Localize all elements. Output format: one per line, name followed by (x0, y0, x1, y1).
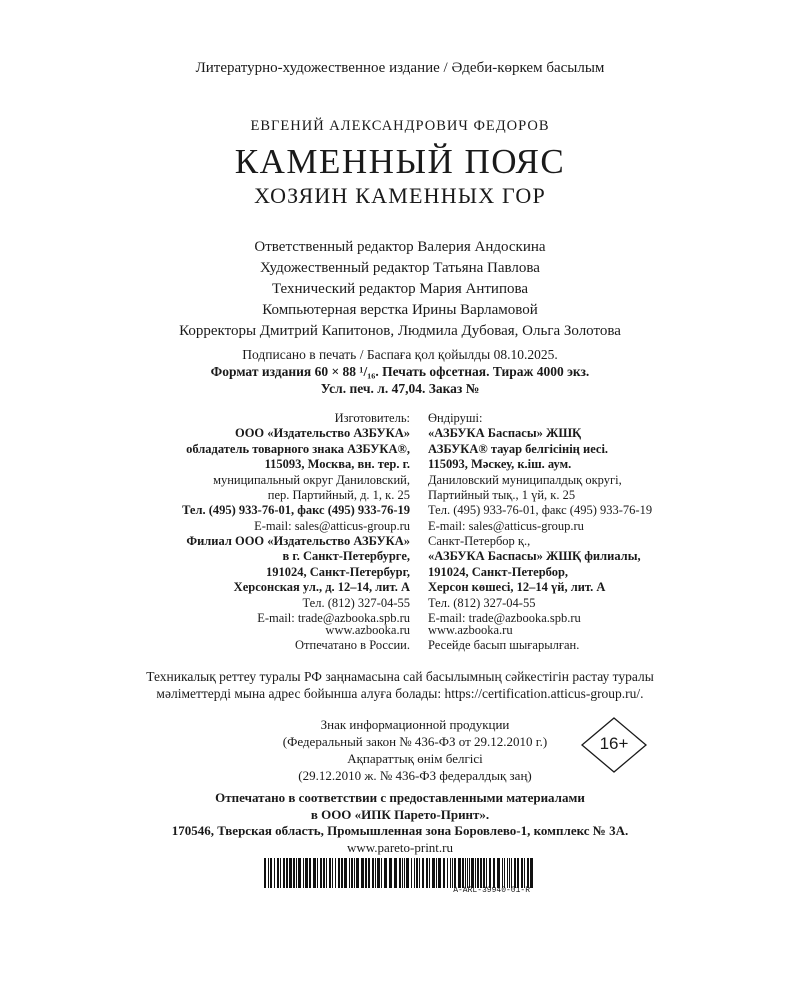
addr-line: Филиал ООО «Издательство АЗБУКА» (186, 534, 410, 548)
format-line: Формат издания 60 × 88 ¹/₁₆. Печать офсетная. Тираж 4000 экз. (210, 364, 590, 379)
manufacturer-kz (428, 411, 652, 534)
credit-line: Ответственный редактор Валерия Андоскина (254, 239, 546, 255)
branch-kz (428, 534, 641, 626)
credit-line: Художественный редактор Татьяна Павлова (260, 260, 540, 276)
signed-date: Подписано в печать / Баспаға қол қойылды 08.10.2025. (242, 347, 558, 362)
printer-info (0, 790, 800, 856)
addr-line: 191024, Санкт-Петербор, (428, 564, 569, 579)
printer-line: www.pareto-print.ru (346, 839, 453, 855)
addr-line: пер. Партийный, д. 1, к. 25 (267, 488, 410, 503)
addr-line: Санкт-Петербор қ., (428, 534, 531, 548)
addr-line: муниципальный округ Даниловский, (213, 472, 410, 487)
sign-line: Ақпараттық өнім белгісі (347, 751, 483, 766)
book-title: КАМЕННЫЙ ПОЯС (234, 142, 566, 181)
addr-line: 191024, Санкт-Петербург, (265, 564, 410, 579)
printer-line: 170546, Тверская область, Промышленная зона Боровлево-1, комплекс № 3А. (171, 823, 629, 838)
addr-line: 115093, Москва, вн. тер. г. (264, 457, 410, 472)
addr-line: Партийный тық., 1 үй, к. 25 (428, 488, 576, 503)
legal-line: Техникалық реттеу туралы РФ заңнамасына сай басылымның сәйкестігін растау туралы (146, 669, 654, 684)
addr-line: E-mail: sales@atticus-group.ru (254, 518, 410, 533)
edition-type: Литературно-художественное издание / Әдеби-көркем басылым (195, 60, 605, 76)
addr-line: «АЗБУКА Баспасы» ЖШҚ (428, 426, 582, 441)
info-product-sign (250, 716, 580, 784)
sign-line: (29.12.2010 ж. № 436-ФЗ федералдық заң) (298, 768, 532, 783)
printed-in: Ресейде басып шығарылған. (428, 638, 580, 653)
publication-info (0, 346, 800, 397)
credit-line: Технический редактор Мария Антипова (271, 281, 529, 297)
sign-line: (Федеральный закон № 436-ФЗ от 29.12.2010 г.) (282, 734, 548, 749)
addr-line: Даниловский муниципалдық округі, (428, 472, 622, 487)
sign-line: Знак информационной продукции (320, 717, 510, 732)
addr-line: АЗБУКА® тауар белгісінің иесі. (428, 441, 609, 456)
addr-line: Тел. (495) 933-76-01, факс (495) 933-76-19 (428, 503, 653, 518)
addr-line: «АЗБУКА Баспасы» ЖШҚ филиалы, (428, 549, 641, 564)
printer-line: Отпечатано в соответствии с предоставленными материалами (215, 790, 585, 805)
addr-line: в г. Санкт-Петербурге, (282, 549, 410, 564)
manufacturer-ru (182, 411, 410, 534)
addr-line: обладатель товарного знака АЗБУКА®, (186, 441, 410, 456)
addr-line: E-mail: trade@azbooka.spb.ru (257, 611, 410, 626)
addr-line: E-mail: sales@atticus-group.ru (428, 518, 584, 533)
age-rating: 16+ (599, 734, 629, 753)
certification-note (0, 668, 800, 702)
addr-line: Херсон көшесі, 12–14 үй, лит. А (428, 580, 606, 595)
website: www.azbooka.ru (428, 623, 513, 637)
addr-line: Тел. (812) 327-04-55 (428, 595, 536, 610)
credit-line: Компьютерная верстка Ирины Варламовой (262, 302, 538, 318)
book-subtitle: ХОЗЯИН КАМЕННЫХ ГОР (254, 183, 546, 208)
addr-line: Өндіруші: (428, 411, 483, 425)
age-rating-badge (580, 716, 648, 774)
addr-line: Херсонская ул., д. 12–14, лит. А (233, 580, 410, 595)
printed-in: Отпечатано в России. (295, 638, 410, 653)
branch-ru (186, 534, 410, 626)
legal-line: мәліметтерді мына адрес бойынша алуға болады: https://certification.atticus-group.ru/. (156, 686, 644, 701)
barcode-code: A-ARL-39940-01-R (453, 886, 530, 895)
addr-line: Тел. (495) 933-76-01, факс (495) 933-76-19 (182, 503, 410, 518)
web-ru (295, 623, 410, 654)
sheets-line: Усл. печ. л. 47,04. Заказ № (320, 381, 480, 396)
barcode-icon (264, 858, 536, 888)
web-kz (428, 623, 579, 654)
addr-line: Тел. (812) 327-04-55 (302, 595, 410, 610)
printer-line: в ООО «ИПК Парето-Принт». (310, 806, 490, 822)
addr-line: ООО «Издательство АЗБУКА» (234, 426, 410, 441)
website: www.azbooka.ru (325, 623, 410, 637)
credit-line: Корректоры Дмитрий Капитонов, Людмила Дубовая, Ольга Золотова (179, 323, 621, 339)
addr-line: Изготовитель: (334, 411, 410, 425)
book-author: ЕВГЕНИЙ АЛЕКСАНДРОВИЧ ФЕДОРОВ (250, 118, 550, 134)
addr-line: 115093, Мәскеу, к.іш. аум. (428, 457, 572, 472)
addr-line: E-mail: trade@azbooka.spb.ru (428, 611, 581, 626)
credits-block (0, 237, 800, 342)
